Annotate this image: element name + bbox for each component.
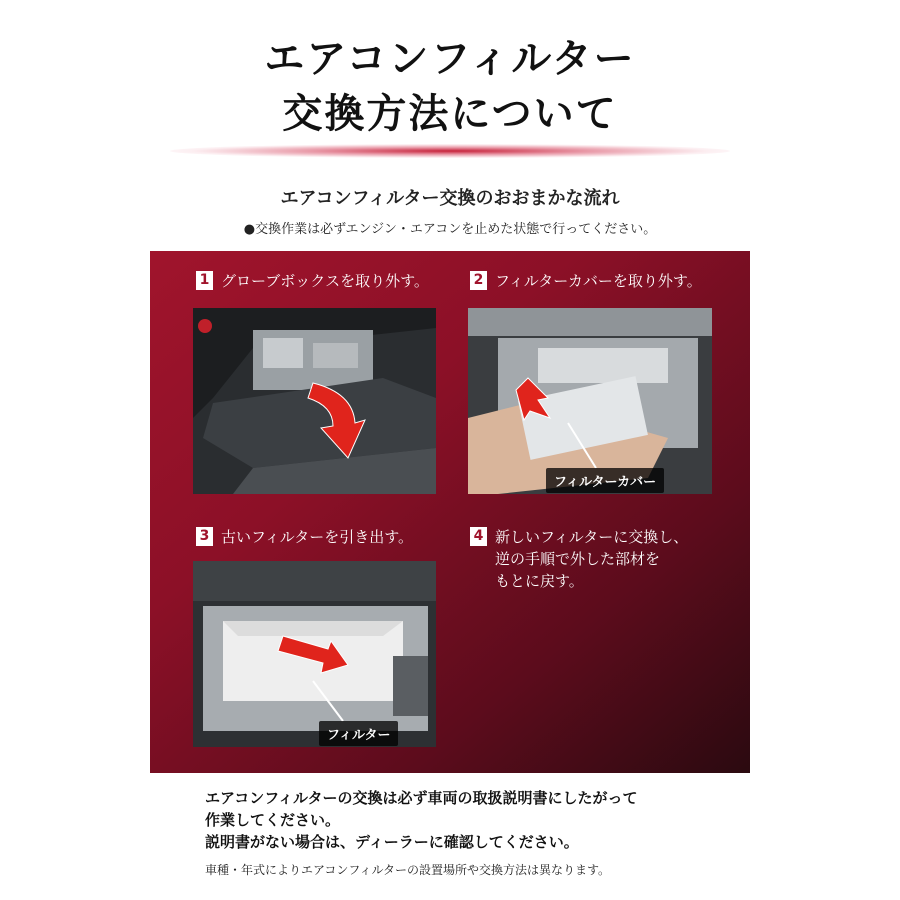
filter-callout: フィルター: [319, 721, 398, 746]
section-subtitle: エアコンフィルター交換のおおまかな流れ: [280, 188, 620, 209]
step-3-photo: [193, 561, 436, 747]
step-4: [470, 526, 688, 592]
step-3-text: 古いフィルターを引き出す。: [221, 528, 414, 546]
step-number-badge: 1: [196, 271, 213, 290]
footer-warning-line3: 説明書がない場合は、ディーラーに確認してください。: [205, 833, 579, 851]
footer-note: 車種・年式によりエアコンフィルターの設置場所や交換方法は異なります。: [205, 863, 611, 877]
step-4-text-line3: もとに戻す。: [495, 572, 584, 590]
step-2-text: フィルターカバーを取り外す。: [495, 272, 702, 290]
page-title-line2: 交換方法について: [282, 90, 618, 137]
page-title-line1: エアコンフィルター: [264, 35, 636, 82]
step-1: [196, 270, 429, 292]
safety-note: ●交換作業は必ずエンジン・エアコンを止めた状態で行ってください。: [243, 222, 657, 237]
step-2-photo: [468, 308, 712, 494]
steps-panel: [150, 251, 750, 773]
title-underline-decoration: [170, 144, 730, 158]
step-4-text-line1: 新しいフィルターに交換し、: [495, 528, 689, 546]
step-number-badge: 3: [196, 527, 213, 546]
step-1-text: グローブボックスを取り外す。: [221, 272, 429, 290]
footer-warning-line2: 作業してください。: [205, 811, 341, 829]
filter-cover-callout: フィルターカバー: [546, 468, 664, 493]
step-4-text-line2: 逆の手順で外した部材を: [495, 550, 661, 568]
step-2: [470, 270, 702, 292]
footer-warning-line1: エアコンフィルターの交換は必ず車両の取扱説明書にしたがって: [205, 789, 638, 807]
step-3: [196, 526, 413, 548]
step-1-photo: [193, 308, 436, 494]
step-number-badge: 2: [470, 271, 487, 290]
step-number-badge: 4: [470, 527, 487, 546]
